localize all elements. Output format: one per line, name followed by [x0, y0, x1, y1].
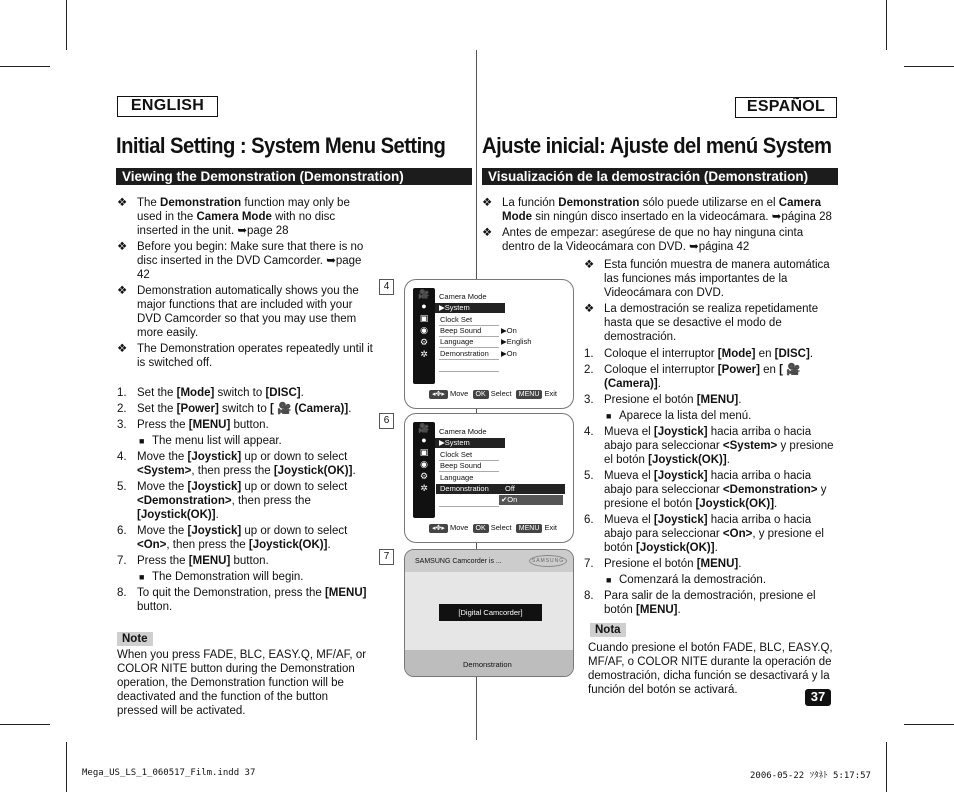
crop-mark — [66, 742, 67, 792]
text-run: , then press the — [166, 539, 249, 551]
menu-value-beep-sound: ▶On — [501, 326, 517, 335]
photo-icon: ▣ — [419, 313, 429, 323]
bold-term: Camera Mode — [196, 211, 272, 223]
bold-term: [ 🎥 (Camera)] — [604, 364, 801, 390]
bold-term: <System> — [137, 465, 192, 477]
text-run: Before you begin: Make sure that there is no disc inserted in the DVD Camcorder. ➥page 42 — [137, 241, 364, 281]
spanish-column — [482, 196, 838, 256]
square-bullet-icon: ■ — [606, 411, 612, 421]
bullet-item — [117, 240, 375, 282]
step-number: 7. — [584, 558, 594, 570]
bullet-item — [584, 302, 840, 344]
nota-text: Cuando presione el botón FADE, BLC, EASY.Q, MF/AF, o COLOR NITE durante la operación de demostración, dicha función se desactivará y la función del botón se activará. — [588, 642, 833, 696]
bold-term: Camera Mode — [502, 197, 821, 223]
record-icon: ● — [421, 435, 427, 445]
bold-term: [MENU] — [188, 555, 231, 567]
crop-mark — [886, 0, 887, 50]
text-run: , then press the — [231, 495, 311, 507]
text-run: Set the — [137, 403, 177, 415]
diamond-bullet-icon: ❖ — [584, 303, 595, 315]
menu-screen-6 — [404, 413, 574, 543]
text-run: y presione el botón — [604, 440, 834, 466]
diamond-bullet-icon: ❖ — [117, 343, 128, 355]
guide-move: Move — [450, 523, 469, 532]
text-run: en — [755, 348, 775, 360]
menu-divider — [439, 506, 499, 507]
bold-term: [Joystick(OK)] — [648, 454, 727, 466]
spanish-column-lower — [584, 258, 840, 697]
text-run: up or down to select — [241, 481, 348, 493]
guide-menu-button: MENU — [516, 390, 543, 399]
step-number: 1. — [117, 387, 127, 399]
menu-divider — [439, 371, 499, 372]
text-run: Antes de empezar: asegúrese de que no hay ninguna cinta dentro de la Videocámara con DVD. ➥página 42 — [502, 227, 804, 253]
crop-mark — [66, 0, 67, 50]
text-run: . — [327, 539, 331, 551]
diamond-bullet-icon: ❖ — [117, 285, 128, 297]
menu-icon-strip — [413, 422, 435, 518]
text-run: Set the — [137, 387, 177, 399]
spanish-bullet-list-2 — [584, 258, 840, 344]
bold-term: <System> — [722, 440, 778, 452]
menu-icon-strip — [413, 288, 435, 384]
text-run: The Demonstration operates repeatedly until it is switched off. — [137, 343, 373, 369]
step-item — [117, 480, 375, 522]
bold-term: [Power] — [717, 364, 760, 376]
page-title-english: Initial Setting : System Menu Setting — [116, 133, 446, 158]
camera-icon: 🎥 — [418, 289, 430, 299]
step-item — [117, 386, 375, 400]
step-item — [117, 586, 375, 614]
step-item — [117, 524, 375, 552]
menu-value-language: ▶English — [501, 337, 532, 346]
text-run: up or down to select — [241, 451, 348, 463]
bold-term: [MENU] — [696, 558, 739, 570]
note-label: Note — [117, 632, 153, 646]
bold-term: [MENU] — [696, 394, 739, 406]
note-text: When you press FADE, BLC, EASY.Q, MF/AF, or COLOR NITE button during the Demonstration operation, the Demonstration function will be deactivated and the function of the button pressed will be activated. — [117, 649, 367, 717]
bold-term: [Joystick(OK)] — [273, 465, 353, 477]
page-title-spanish: Ajuste inicial: Ajuste del menú System — [482, 133, 832, 158]
text-run: To quit the Demonstration, press the — [137, 587, 325, 599]
text-run: . — [809, 348, 814, 360]
text-run: Para salir de la demostración, presione el botón — [604, 590, 816, 616]
square-bullet-icon: ■ — [606, 575, 612, 585]
diamond-bullet-icon: ❖ — [117, 241, 128, 253]
bold-term: [Joystick] — [187, 481, 242, 493]
menu-item-beep-sound[interactable]: Beep Sound — [440, 461, 482, 470]
step-number: 4. — [584, 426, 594, 438]
step-sub-item — [584, 573, 840, 587]
menu-item-clock-set[interactable]: Clock Set — [440, 450, 473, 459]
step-number: 3. — [584, 394, 594, 406]
bold-term: [Joystick] — [187, 525, 242, 537]
text-run: Demonstration automatically shows you the major functions that are included with your DVD Camcorder so that you may use them more easily. — [137, 285, 359, 339]
gear-icon: ✲ — [420, 483, 428, 493]
bold-term: <Demonstration> — [137, 495, 232, 507]
step-number: 8. — [584, 590, 594, 602]
text-run: y presione el botón — [604, 484, 827, 510]
text-run: . — [774, 498, 778, 510]
settings-icon: ⚙ — [419, 337, 429, 347]
english-column — [117, 196, 375, 718]
menu-header: Camera Mode — [439, 292, 487, 301]
step-item — [117, 418, 375, 432]
crop-mark — [0, 66, 50, 67]
text-run: . — [348, 403, 352, 415]
text-run: Move the — [137, 525, 188, 537]
step-number: 2. — [117, 403, 127, 415]
joystick-icon: ◂✥▸ — [429, 390, 448, 399]
diamond-bullet-icon: ❖ — [482, 197, 493, 209]
text-run: Move the — [137, 481, 188, 493]
step-number: 6. — [584, 514, 594, 526]
section-header-english: Viewing the Demonstration (Demonstration) — [116, 168, 472, 185]
step-item — [584, 347, 840, 361]
text-run: Esta función muestra de manera automática las funciones más importantes de la Videocámara con DVD. — [604, 259, 830, 299]
print-footer-left: Mega_US_LS_1_060517_Film.indd 37 — [82, 768, 256, 778]
step-item — [584, 469, 840, 511]
text-run: The — [137, 197, 161, 209]
crop-mark — [0, 724, 50, 725]
step-item — [584, 393, 840, 407]
step-number: 4. — [117, 451, 127, 463]
bullet-item — [584, 258, 840, 300]
step-number: 1. — [584, 348, 594, 360]
step-item — [117, 554, 375, 568]
menu-divider — [439, 347, 499, 348]
menu-guide-bar — [429, 389, 557, 399]
bold-term: [Joystick] — [653, 470, 708, 482]
menu-item-system-selected[interactable]: ▶System — [435, 303, 505, 313]
menu-screen-4 — [404, 279, 574, 409]
text-run: button. — [230, 419, 269, 431]
text-run: hacia arriba o hacia abajo para seleccionar — [604, 470, 812, 496]
guide-select: Select — [490, 523, 512, 532]
nota-label: Nota — [590, 623, 626, 637]
square-bullet-icon: ■ — [139, 572, 145, 582]
disc-icon: ◉ — [420, 325, 428, 335]
step-sub-item — [117, 570, 375, 584]
bullet-item — [482, 226, 838, 254]
bold-term: [ 🎥 (Camera)] — [269, 403, 349, 415]
text-run: function may only be used in the — [137, 197, 350, 223]
text-run: button. — [137, 601, 173, 613]
step-item — [584, 589, 840, 617]
text-run: Move the — [137, 451, 188, 463]
digital-camcorder-label: [Digital Camcorder] — [439, 604, 542, 621]
section-header-spanish: Visualización de la demostración (Demonstration) — [482, 168, 838, 185]
text-run: Mueva el — [604, 470, 654, 482]
bold-term: [Joystick] — [653, 514, 708, 526]
step-number: 3. — [117, 419, 127, 431]
text-run: . — [677, 604, 681, 616]
step-number: 6. — [117, 525, 127, 537]
text-run: sin ningún disco insertado en la videocámara. ➥página 28 — [532, 211, 832, 223]
crop-mark — [886, 742, 887, 792]
bold-term: [Mode] — [717, 348, 756, 360]
diamond-bullet-icon: ❖ — [117, 197, 128, 209]
text-run: . — [215, 509, 219, 521]
menu-item-language[interactable]: Language — [440, 473, 474, 482]
text-run: hacia arriba o hacia abajo para seleccionar — [604, 426, 812, 452]
photo-icon: ▣ — [419, 447, 429, 457]
bold-term: [Joystick(OK)] — [695, 498, 775, 510]
diamond-bullet-icon: ❖ — [482, 227, 493, 239]
bold-term: <Demonstration> — [722, 484, 818, 496]
text-run: . — [738, 394, 742, 406]
demo-screen-7 — [404, 549, 574, 677]
text-run: . — [657, 378, 661, 390]
guide-ok-button: OK — [473, 524, 489, 533]
guide-exit: Exit — [544, 389, 557, 398]
step-item — [117, 402, 375, 416]
text-run: La función — [502, 197, 559, 209]
text-run: Coloque el interruptor — [604, 348, 718, 360]
bold-term: Demonstration — [160, 197, 242, 209]
bullet-item — [117, 284, 375, 340]
text-run: Presione el botón — [604, 394, 697, 406]
crop-mark — [904, 724, 954, 725]
disc-icon: ◉ — [420, 459, 428, 469]
menu-item-demonstration[interactable]: Demonstration — [440, 349, 489, 358]
bold-term: <On> — [722, 528, 753, 540]
text-run: . — [726, 454, 730, 466]
text-run: switch to — [214, 387, 266, 399]
menu-header: Camera Mode — [439, 427, 487, 436]
step-number: 8. — [117, 587, 127, 599]
text-run: en — [759, 364, 780, 376]
step-item — [584, 557, 840, 571]
menu-item-language[interactable]: Language — [440, 337, 474, 346]
step-number: 5. — [584, 470, 594, 482]
bullet-item — [482, 196, 838, 224]
text-run: button. — [230, 555, 269, 567]
menu-item-clock-set[interactable]: Clock Set — [440, 315, 473, 324]
option-on-checked[interactable]: ✔On — [499, 495, 563, 505]
record-icon: ● — [421, 301, 427, 311]
camera-icon: 🎥 — [418, 423, 430, 433]
text-run: La demostración se realiza repetidamente hasta que se desactive el modo de demostración. — [604, 303, 819, 343]
menu-divider — [439, 471, 499, 472]
screen-number-7: 7 — [379, 549, 394, 565]
menu-divider — [439, 359, 499, 360]
step-item — [117, 450, 375, 478]
text-run: with no disc inserted in the unit. ➥page 28 — [137, 211, 336, 237]
bullet-item — [117, 196, 375, 238]
menu-item-beep-sound[interactable]: Beep Sound — [440, 326, 482, 335]
menu-guide-bar — [429, 523, 557, 533]
bullet-item — [117, 342, 375, 370]
square-bullet-icon: ■ — [139, 436, 145, 446]
joystick-icon: ◂✥▸ — [429, 524, 448, 533]
bold-term: [Joystick(OK)] — [137, 509, 216, 521]
step-number: 7. — [117, 555, 127, 567]
english-step-list — [117, 386, 375, 614]
bold-term: [Joystick(OK)] — [248, 539, 328, 551]
menu-item-demonstration-selected[interactable]: Demonstration — [436, 484, 565, 494]
settings-icon: ⚙ — [419, 471, 429, 481]
step-number: 2. — [584, 364, 594, 376]
text-run: Presione el botón — [604, 558, 697, 570]
text-run: sólo puede utilizarse en el — [639, 197, 779, 209]
bold-term: [DISC] — [265, 387, 301, 399]
step-sub-item — [584, 409, 840, 423]
bold-term: [MENU] — [324, 587, 367, 599]
bold-term: [Joystick(OK)] — [635, 542, 715, 554]
english-bullet-list — [117, 196, 375, 370]
guide-menu-button: MENU — [516, 524, 543, 533]
text-run: . — [352, 465, 356, 477]
bold-term: <On> — [137, 539, 167, 551]
sub-text: Aparece la lista del menú. — [619, 410, 752, 422]
bold-term: [DISC] — [774, 348, 810, 360]
language-tag-spanish: ESPAÑOL — [735, 97, 837, 118]
language-tag-english: ENGLISH — [117, 96, 218, 117]
text-run: Press the — [137, 555, 189, 567]
bold-term: Demonstration — [558, 197, 640, 209]
bold-term: [Power] — [176, 403, 219, 415]
demo-footer-text: Demonstration — [463, 660, 512, 669]
text-run: Coloque el interruptor — [604, 364, 718, 376]
text-run: Press the — [137, 419, 189, 431]
screen-number-4: 4 — [379, 279, 394, 295]
sub-text: The menu list will appear. — [152, 435, 282, 447]
sub-text: Comenzará la demostración. — [619, 574, 767, 586]
bold-term: [MENU] — [188, 419, 231, 431]
samsung-logo: SAMSUNG — [529, 555, 567, 567]
gear-icon: ✲ — [420, 349, 428, 359]
screen-number-6: 6 — [379, 413, 394, 429]
diamond-bullet-icon: ❖ — [584, 259, 595, 271]
text-run: Mueva el — [604, 514, 654, 526]
step-item — [584, 425, 840, 467]
guide-move: Move — [450, 389, 469, 398]
menu-value-demonstration: ▶On — [501, 349, 517, 358]
bold-term: [Mode] — [176, 387, 215, 399]
bold-term: [Joystick] — [187, 451, 242, 463]
step-sub-item — [117, 434, 375, 448]
step-item — [584, 363, 840, 391]
text-run: up or down to select — [241, 525, 348, 537]
text-run: switch to — [218, 403, 270, 415]
spanish-step-list — [584, 347, 840, 617]
text-run: . — [738, 558, 742, 570]
guide-select: Select — [490, 389, 512, 398]
guide-exit: Exit — [544, 523, 557, 532]
text-run: Mueva el — [604, 426, 654, 438]
crop-mark — [904, 66, 954, 67]
bold-term: [Joystick] — [653, 426, 708, 438]
spanish-bullet-list — [482, 196, 838, 254]
page-number: 37 — [805, 689, 831, 706]
text-run: hacia arriba o hacia abajo para seleccionar — [604, 514, 812, 540]
guide-ok-button: OK — [473, 390, 489, 399]
print-footer-right: 2006-05-22 ｿﾀﾈﾄ 5:17:57 — [750, 771, 871, 781]
step-number: 5. — [117, 481, 127, 493]
menu-item-system-selected[interactable]: ▶System — [435, 438, 505, 448]
demo-banner-text: SAMSUNG Camcorder is ... — [415, 558, 502, 565]
text-run: , y presione el botón — [604, 528, 824, 554]
option-off[interactable]: Off — [505, 484, 515, 493]
text-run: . — [714, 542, 718, 554]
text-run: , then press the — [191, 465, 274, 477]
step-item — [584, 513, 840, 555]
bold-term: [MENU] — [635, 604, 678, 616]
text-run: . — [300, 387, 304, 399]
sub-text: The Demonstration will begin. — [152, 571, 304, 583]
